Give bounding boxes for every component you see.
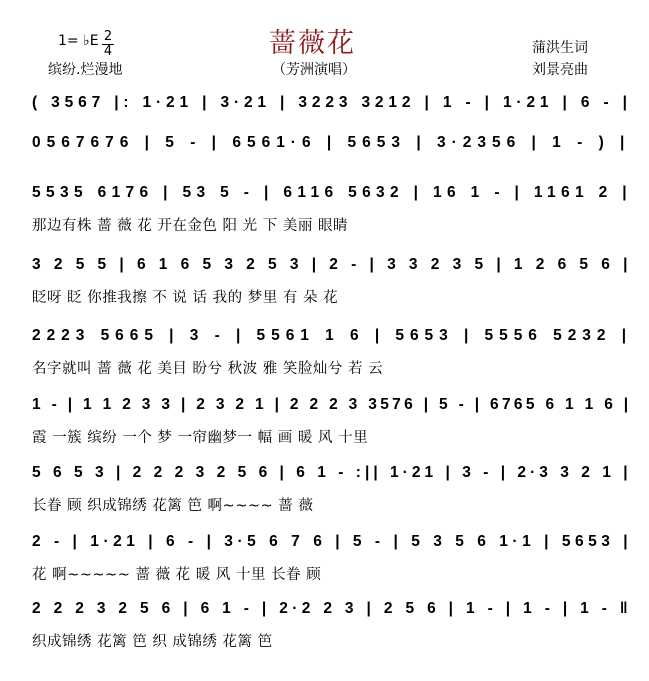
notation-text: 3 2 5 5 | 6 1 6 5 3 2 5 3 | 2 - | 3 3 2 3 5 | 1 2 6 5 6 |	[32, 256, 632, 273]
lyrics-text: 霞 一簇 缤纷 一个 梦 一帘幽梦一 幅 画 暖 风 十里	[32, 430, 369, 446]
song-title: 蔷薇花	[269, 28, 356, 59]
notation-line	[0, 600, 649, 624]
lyrics-line	[0, 563, 649, 583]
notation-text: 0567676 | 5 - | 6561·6 | 5653 | 3·2356 | 1 - ) |	[32, 134, 631, 151]
notation-text: 2 - | 1·21 | 6 - | 3·5 6 7 6 | 5 - | 5 3 5 6 1·1 | 5653 |	[32, 533, 633, 550]
performer-subtitle: （芳洲演唱）	[272, 62, 356, 78]
notation-line	[0, 396, 649, 420]
notation-line	[0, 184, 649, 208]
lyrics-text: 长眷 顾 织成锦绣 花篱 笆 啊~~~~ 蔷 薇	[32, 498, 314, 514]
time-signature-top: 2	[103, 29, 113, 44]
lyrics-line	[0, 426, 649, 446]
lyrics-line	[0, 214, 649, 234]
notation-line	[0, 327, 649, 351]
notation-line	[0, 533, 649, 557]
source-credit: 缤纷.烂漫地	[48, 62, 123, 78]
notation-text: 2 2 2 3 2 5 6 | 6 1 - | 2·2 2 3 | 2 5 6 | 1 - | 1 - | 1 - ‖	[32, 600, 632, 617]
lyrics-line	[0, 286, 649, 306]
lyrics-line	[0, 357, 649, 377]
lyrics-text: 名字就叫 蔷 薇 花 美目 盼兮 秋波 雅 笑脸灿兮 若 云	[32, 361, 384, 377]
notation-text: 5 6 5 3 | 2 2 2 3 2 5 6 | 6 1 - :|| 1·21 | 3 - | 2·3 3 2 1 |	[32, 464, 632, 481]
lyrics-text: 花 啊~~~~~ 蔷 薇 花 暖 风 十里 长眷 顾	[32, 567, 322, 583]
notation-line	[0, 464, 649, 488]
key-signature: 1= ♭E	[58, 33, 99, 49]
lyrics-text: 眨呀 眨 你推我擦 不 说 话 我的 梦里 有 朵 花	[32, 290, 339, 306]
notation-line	[0, 134, 649, 158]
notation-text: 5535 6176 | 53 5 - | 6116 5632 | 16 1 - | 1161 2 |	[32, 184, 632, 201]
notation-text: 2223 5665 | 3 - | 5561 1 6 | 5653 | 5556 5232 |	[32, 327, 633, 344]
notation-line	[0, 256, 649, 280]
time-signature	[102, 31, 114, 58]
lyrics-line	[0, 494, 649, 514]
lyrics-text: 那边有株 蔷 薇 花 开在金色 阳 光 下 美丽 眼睛	[32, 218, 348, 234]
lyrics-text: 织成锦绣 花篱 笆 织 成锦绣 花篱 笆	[32, 634, 273, 650]
notation-text: 1 - | 1 1 2 3 3 | 2 3 2 1 | 2 2 2 3 3576 | 5 - | 6765 6 1 1 6 |	[32, 396, 632, 413]
time-signature-bottom: 4	[103, 44, 113, 59]
notation-line	[0, 94, 649, 118]
lyrics-line	[0, 630, 649, 650]
notation-text: ( 3567 |: 1·21 | 3·21 | 3223 3212 | 1 - | 1·21 | 6 - |	[32, 94, 632, 111]
lyricist-credit: 蒲洪生词	[532, 40, 588, 56]
composer-credit: 刘景亮曲	[532, 62, 588, 78]
